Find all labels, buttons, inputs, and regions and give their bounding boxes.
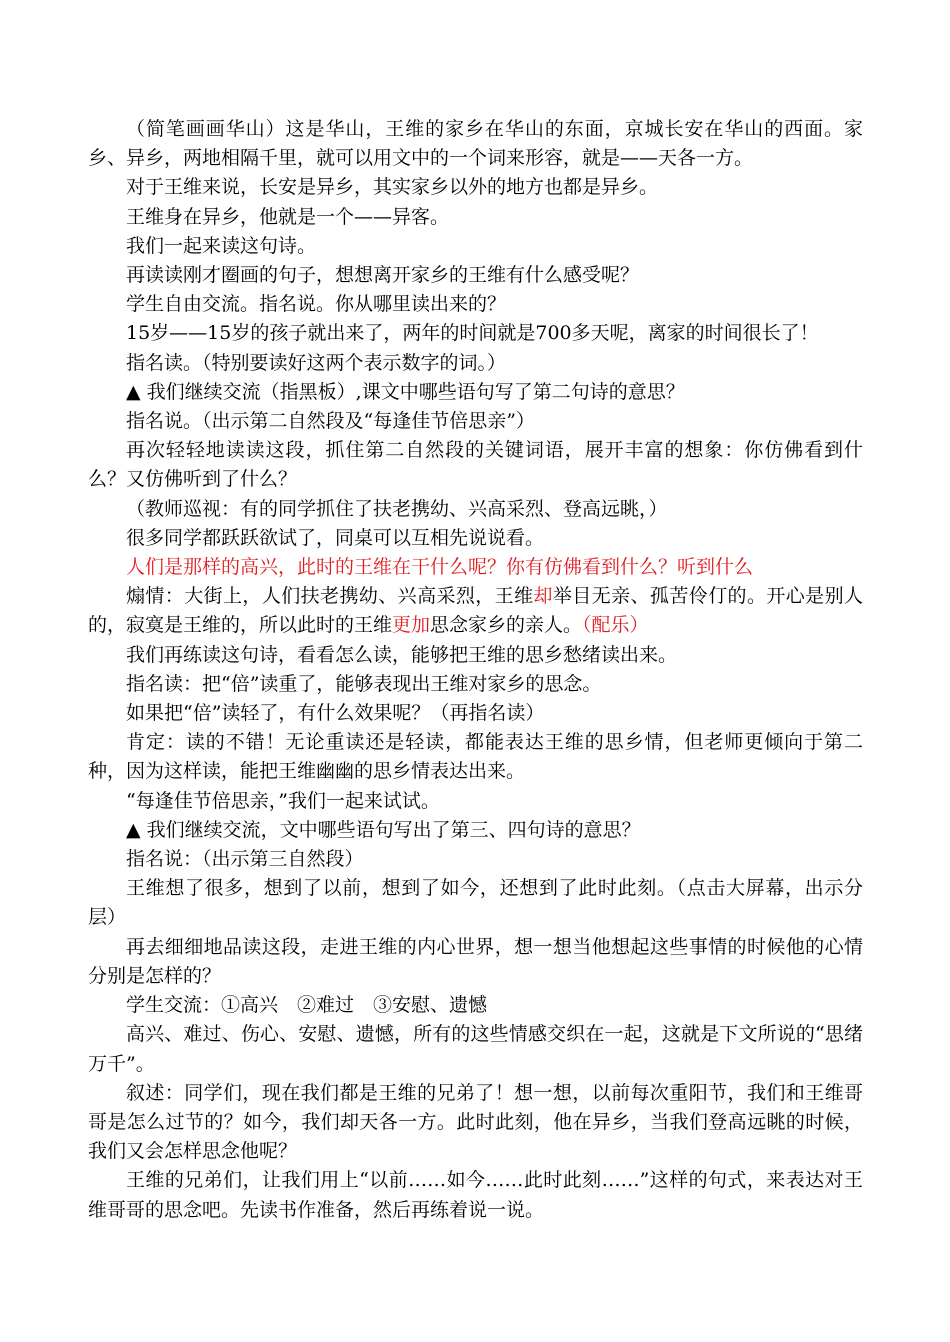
paragraph bbox=[88, 436, 863, 494]
paragraph bbox=[88, 816, 863, 845]
paragraph bbox=[88, 319, 863, 348]
text-run: ▲ 我们继续交流，文中哪些语句写出了第三、四句诗的意思？ bbox=[126, 818, 641, 841]
paragraph bbox=[88, 553, 863, 582]
text-run: 我们一起来读这句诗。 bbox=[126, 234, 317, 257]
paragraph bbox=[88, 933, 863, 991]
paragraph bbox=[88, 1020, 863, 1078]
text-run: 15岁——15岁的孩子就出来了，两年的时间就是700多天呢，离家的时间很长了！ bbox=[126, 322, 819, 345]
text-run: 再读读刚才圈画的句子，想想离开家乡的王维有什么感受呢？ bbox=[126, 264, 640, 287]
highlighted-text: （配乐） bbox=[582, 614, 649, 637]
paragraph bbox=[88, 495, 863, 524]
text-run: 王维身在异乡，他就是一个——异客。 bbox=[126, 205, 450, 228]
text-run: 肯定：读的不错！无论重读还是轻读，都能表达王维的思乡情，但老师更倾向于第二种，因为这样读，能把王维幽幽的思乡情表达出来。 bbox=[88, 731, 863, 783]
paragraph bbox=[88, 115, 863, 173]
highlighted-text: 更加 bbox=[392, 614, 431, 637]
paragraph bbox=[88, 1079, 863, 1167]
paragraph bbox=[88, 349, 863, 378]
paragraph bbox=[88, 699, 863, 728]
text-run: 举目无亲、孤苦伶仃的。开心是别人的，寂寞是王维的，所以此时的王维 bbox=[88, 585, 863, 637]
text-run: 指名说：（出示第三自然段） bbox=[126, 848, 364, 871]
paragraph bbox=[88, 874, 863, 932]
text-run: 我们再练读这句诗，看看怎么读，能够把王维的思乡愁绪读出来。 bbox=[126, 643, 678, 666]
document-body bbox=[88, 115, 863, 1225]
text-run: 王维的兄弟们，让我们用上“以前……如今……此时此刻……”这样的句式，来表达对王维哥哥的思念吧。先读书作准备，然后再练着说一说。 bbox=[88, 1169, 863, 1221]
paragraph bbox=[88, 261, 863, 290]
paragraph bbox=[88, 670, 863, 699]
highlighted-text: 人们是那样的高兴，此时的王维在干什么呢？你有仿佛看到什么？听到什么 bbox=[126, 556, 754, 579]
paragraph bbox=[88, 991, 863, 1020]
text-run: 高兴、难过、伤心、安慰、遗憾，所有的这些情感交织在一起，这就是下文所说的“思绪万千”。 bbox=[88, 1023, 863, 1075]
text-run: 煽情：大街上，人们扶老携幼、兴高采烈，王维 bbox=[126, 585, 534, 608]
text-run: 王维想了很多，想到了以前，想到了如今，还想到了此时此刻。（点击大屏幕，出示分层） bbox=[88, 877, 863, 929]
paragraph bbox=[88, 641, 863, 670]
paragraph bbox=[88, 787, 863, 816]
text-run: （简笔画画华山）这是华山，王维的家乡在华山的东面，京城长安在华山的西面。家乡、异乡，两地相隔千里，就可以用文中的一个词来形容，就是——天各一方。 bbox=[88, 118, 863, 170]
text-run: 学生自由交流。指名说。你从哪里读出来的？ bbox=[126, 293, 507, 316]
paragraph bbox=[88, 1166, 863, 1224]
paragraph bbox=[88, 173, 863, 202]
text-run: 再次轻轻地读读这段，抓住第二自然段的关键词语，展开丰富的想象：你仿佛看到什么？又仿佛听到了什么？ bbox=[88, 439, 863, 491]
text-run: 再去细细地品读这段，走进王维的内心世界，想一想当他想起这些事情的时候他的心情分别是怎样的？ bbox=[88, 935, 863, 987]
text-run: 指名说。（出示第二自然段及“每逢佳节倍思亲”） bbox=[126, 410, 535, 433]
paragraph bbox=[88, 203, 863, 232]
paragraph bbox=[88, 524, 863, 553]
paragraph bbox=[88, 232, 863, 261]
text-run: 对于王维来说，长安是异乡，其实家乡以外的地方也都是异乡。 bbox=[126, 176, 659, 199]
text-run: （教师巡视：有的同学抓住了扶老携幼、兴高采烈、登高远眺，） bbox=[126, 497, 668, 520]
text-run: 叙述：同学们，现在我们都是王维的兄弟了！想一想，以前每次重阳节，我们和王维哥哥是怎么过节的？如今，我们却天各一方。此时此刻，他在异乡，当我们登高远眺的时候，我们又会怎样思念他呢？ bbox=[88, 1081, 863, 1163]
text-run: 如果把“倍”读轻了，有什么效果呢？（再指名读） bbox=[126, 702, 545, 725]
paragraph bbox=[88, 407, 863, 436]
paragraph bbox=[88, 728, 863, 786]
text-run: 指名读。（特别要读好这两个表示数字的词。） bbox=[126, 351, 507, 374]
paragraph bbox=[88, 582, 863, 640]
text-run: 思念家乡的亲人。 bbox=[430, 614, 583, 637]
paragraph bbox=[88, 845, 863, 874]
text-run: 指名读：把“倍”读重了，能够表现出王维对家乡的思念。 bbox=[126, 672, 602, 695]
text-run: 很多同学都跃跃欲试了，同桌可以互相先说说看。 bbox=[126, 526, 545, 549]
text-run: 学生交流：①高兴 ②难过 ③安慰、遗憾 bbox=[126, 994, 488, 1017]
text-run: ▲ 我们继续交流（指黑板）,课文中哪些语句写了第二句诗的意思？ bbox=[126, 380, 685, 403]
highlighted-text: 却 bbox=[533, 585, 553, 608]
paragraph bbox=[88, 290, 863, 319]
paragraph bbox=[88, 378, 863, 407]
text-run: “每逢佳节倍思亲，”我们一起来试试。 bbox=[126, 789, 440, 812]
